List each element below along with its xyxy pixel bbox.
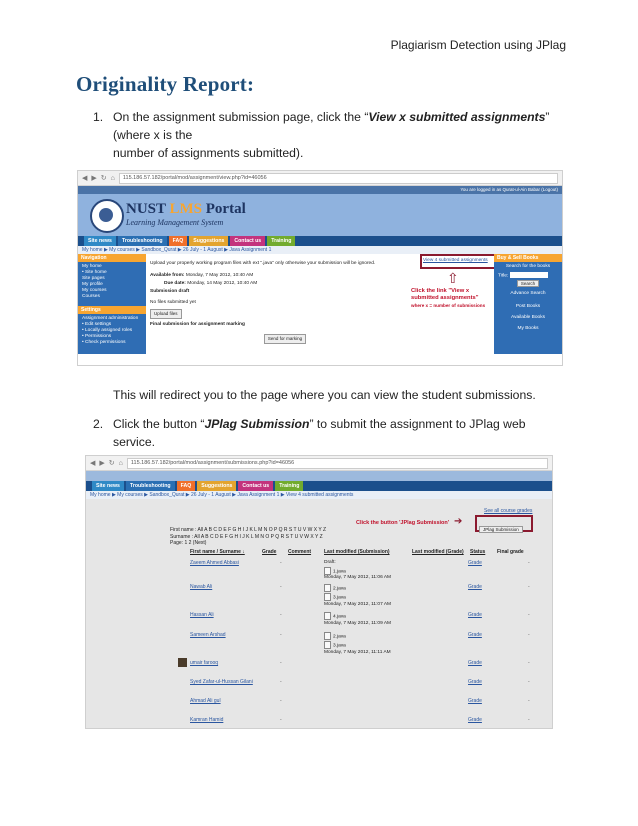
menu-suggestions[interactable]: Suggestions [197, 481, 236, 491]
submission-info: 2.java 3.java Monday, 7 May 2012, 11:11 AM [324, 632, 391, 656]
file-icon [324, 567, 331, 575]
right-sidebar [494, 254, 562, 354]
surname-filter[interactable]: Surname : All A B C D E F G H I J K L M N O P Q R S T U V W X Y Z [170, 533, 323, 540]
step-2 [93, 415, 563, 451]
student-name[interactable]: umair farooq [190, 660, 219, 666]
settings-item[interactable]: • Permissions [82, 334, 112, 339]
settings-item[interactable]: • Edit settings [82, 322, 112, 327]
menu-site-news[interactable]: Site news [92, 481, 124, 491]
grade-link[interactable]: Grade [468, 660, 482, 666]
portal-subtitle: Learning Management System [126, 218, 224, 227]
screenshot-submissions-page: ◀ ▶ ↻ ⌂ 115.186.57.182/portal/mod/assignment/submissions.php?id=46056 Site news Troubleshooting FAQ Suggestions Contact us Training My home ▶ My courses ▶ Sandbox_Qurat ▶ 26 July - 1 August ▶ Java Assignment 1 ▶ View 4 submitted assignments See all course grades Click the button 'JPlag Submission' ➔ JPlag Submission First name : All A B C D E F G H I J K L M N O P Q R S T U V W X Y Z Surname : All A B C D E F G H I J K L M N O P Q R S T U V W X Y Z Page: 1 2 (Next) First name / Surname ↓ Grade Comment Last modified (Submission) Last modified (Grade) Status Final grade Zaeem Ahmed Abbasi - Draft: 1.java Monday, 7 May 2012, 11:06 AM Grade - Nawab Ali - 2.java 3.java Monday, 7 May 2012, 11:07 AM Grade - Hassan Ali - 4.java Monday, 7 May 2012, 11:09 AM Grade - Sameen Arshad - 2.java 3.java Monday, 7 May 2012, 11:11 AM Grade - umair farooq - Grade - Syed Zafar-ul-Hussan Gilani - Grade - Ahmad Ali gul - Grade - Kamran Hamid - Grade - [85, 455, 553, 729]
file-link[interactable]: 1.java [333, 568, 346, 574]
title-label: Title: [498, 273, 509, 279]
upload-files-button[interactable]: Upload files [150, 309, 182, 319]
settings-item[interactable]: • Locally assigned roles [82, 328, 133, 333]
menu-contact-us[interactable]: Contact us [230, 236, 265, 246]
login-info: You are logged in as Qurat-ul-Ain Babar (Logout) [78, 186, 562, 194]
up-arrow-icon: ⇧ [447, 270, 459, 286]
back-icon[interactable]: ◀ [90, 460, 96, 467]
menu-faq[interactable]: FAQ [169, 236, 188, 246]
file-icon [324, 584, 331, 592]
lms-banner [78, 194, 562, 236]
filters [170, 527, 326, 547]
menu-site-news[interactable]: Site news [84, 236, 116, 246]
my-books-link[interactable]: My Books [517, 326, 539, 332]
settings-block-title: Settings [78, 306, 146, 314]
grade-link[interactable]: Grade [468, 698, 482, 704]
advance-search-link[interactable]: Advance Search [510, 291, 546, 297]
file-link[interactable]: 3.java [333, 643, 346, 649]
nav-item[interactable]: • Site home [82, 270, 107, 275]
settings-item[interactable]: • Check permissions [82, 340, 126, 345]
submission-info: Draft: 1.java Monday, 7 May 2012, 11:06 AM [324, 560, 392, 581]
available-from-label: Available from: [150, 273, 185, 278]
buy-sell-title: Buy & Sell Books [494, 254, 562, 262]
assignment-content [150, 260, 420, 346]
grade-link[interactable]: Grade [468, 584, 482, 590]
first-name-filter[interactable]: First name : All A B C D E F G H I J K L M N O P Q R S T U V W X Y Z [170, 527, 327, 533]
avatar[interactable] [178, 658, 187, 667]
main-menu [86, 481, 552, 491]
step-number: 2. [93, 417, 104, 431]
grade-link[interactable]: Grade [468, 717, 482, 723]
nav-item[interactable]: Site pages [82, 276, 105, 281]
view-submitted-assignments-link[interactable]: View 4 submitted assignments [423, 258, 488, 263]
student-name[interactable]: Kamran Hamid [190, 717, 224, 723]
col-comment[interactable]: Comment [288, 549, 312, 555]
portal-brand: NUST LMS Portal [126, 201, 246, 217]
forward-icon[interactable]: ▶ [99, 460, 105, 467]
redirect-note: This will redirect you to the page where you can view the student submissions. [113, 388, 536, 402]
search-button[interactable]: Search [517, 280, 539, 287]
grade-link[interactable]: Grade [468, 679, 482, 685]
reload-icon[interactable]: ↻ [108, 460, 115, 467]
see-all-course-grades-link[interactable]: See all course grades [484, 508, 533, 514]
file-icon [324, 641, 331, 649]
section-title: Originality Report: [76, 72, 255, 96]
file-icon [324, 612, 331, 620]
submission-info: 4.java Monday, 7 May 2012, 11:09 AM [324, 612, 391, 627]
step-text: number of assignments submitted). [113, 146, 304, 160]
left-sidebar [78, 254, 146, 354]
send-for-marking-button[interactable]: Send for marking [264, 334, 306, 344]
col-name[interactable]: First name / Surname ↓ [190, 549, 245, 555]
back-icon[interactable]: ◀ [82, 175, 88, 182]
navigation-list [78, 262, 146, 302]
home-icon[interactable]: ⌂ [110, 174, 115, 182]
grade-link[interactable]: Grade [468, 632, 482, 638]
step-text: ” (where x is the [113, 110, 550, 142]
grade-link[interactable]: Grade [468, 612, 482, 618]
file-link[interactable]: 3.java [333, 595, 346, 601]
available-books-link[interactable]: Available Books [510, 315, 546, 321]
col-status[interactable]: Status [470, 549, 486, 555]
forward-icon[interactable]: ▶ [91, 175, 97, 182]
nust-logo-icon [90, 199, 124, 233]
col-final-grade: Final grade [497, 549, 524, 555]
submission-draft-heading: Submission draft [150, 289, 190, 294]
view-link-reference: View x submitted assignments [368, 110, 546, 124]
student-name[interactable]: Sameen Arshad [190, 632, 226, 638]
home-icon[interactable]: ⌂ [118, 459, 123, 467]
breadcrumb[interactable]: My home ▶ My courses ▶ Sandbox_Qurat ▶ 26 July - 1 August ▶ Java Assignment 1 [78, 246, 562, 254]
menu-troubleshooting[interactable]: Troubleshooting [126, 481, 175, 491]
file-link[interactable]: 2.java [333, 634, 346, 640]
annotation-text: Click the link "View x submitted assignments" where x = number of submissions [411, 288, 486, 308]
menu-suggestions[interactable]: Suggestions [189, 236, 228, 246]
file-icon [324, 593, 331, 601]
file-link[interactable]: 2.java [333, 586, 346, 592]
right-arrow-icon: ➔ [454, 516, 463, 527]
browser-toolbar [86, 456, 552, 471]
post-books-link[interactable]: Post Books [515, 304, 541, 310]
address-bar[interactable]: 115.186.57.182/portal/mod/assignment/submissions.php?id=46056 [127, 458, 548, 469]
menu-training[interactable]: Training [267, 236, 295, 246]
settings-item[interactable]: Assignment administration [82, 316, 139, 321]
student-name[interactable]: Hassan Ali [190, 612, 214, 618]
col-last-modified-submission[interactable]: Last modified (Submission) [324, 549, 390, 555]
browser-toolbar [78, 171, 562, 186]
file-link[interactable]: 4.java [333, 614, 346, 620]
available-from-value: Monday, 7 May 2012, 10:40 AM [185, 273, 254, 278]
step-1 [93, 108, 563, 162]
jplag-button-reference: JPlag Submission [204, 417, 310, 431]
student-name[interactable]: Ahmad Ali gul [190, 698, 221, 704]
due-date-value: Monday, 14 May 2012, 10:40 AM [187, 281, 258, 286]
annotation-text: Click the button 'JPlag Submission' [356, 520, 450, 526]
final-submission-heading: Final submission for assignment marking [150, 322, 245, 327]
student-name[interactable]: Nawab Ali [190, 584, 213, 590]
no-files-text: No files submitted yet [150, 300, 196, 305]
menu-troubleshooting[interactable]: Troubleshooting [118, 236, 167, 246]
file-icon [324, 632, 331, 640]
submission-info: 2.java 3.java Monday, 7 May 2012, 11:07 AM [324, 584, 391, 608]
highlight-box [420, 254, 496, 269]
breadcrumb[interactable]: My home ▶ My courses ▶ Sandbox_Qurat ▶ 26 July - 1 August ▶ Java Assignment 1 ▶ View 4 submitted assignments [86, 491, 552, 499]
running-header: Plagiarism Detection using JPlag [390, 38, 566, 52]
nav-item[interactable]: My home [82, 264, 102, 269]
step-text: Click the button “ [113, 417, 205, 431]
settings-list [78, 314, 146, 348]
col-last-modified-grade[interactable]: Last modified (Grade) [412, 549, 464, 555]
nav-item[interactable]: My profile [82, 282, 103, 287]
title-input[interactable] [510, 272, 548, 278]
grade-link[interactable]: Grade [468, 560, 482, 566]
main-menu [78, 236, 562, 246]
address-bar[interactable]: 115.186.57.182/portal/mod/assignment/view.php?id=46056 [119, 173, 558, 184]
pagination[interactable]: Page: 1 2 (Next) [170, 540, 207, 546]
student-name[interactable]: Zaeem Ahmed Abbasi [190, 560, 239, 566]
step-text: On the assignment submission page, click the “ [113, 110, 369, 124]
screenshot-assignment-page [77, 170, 563, 366]
due-date-label: Due date: [164, 281, 186, 286]
menu-faq[interactable]: FAQ [177, 481, 196, 491]
step-number: 1. [93, 110, 104, 124]
search-books-text: Search for the books [505, 264, 551, 269]
navigation-block-title: Navigation [78, 254, 146, 262]
assignment-instructions: Upload your properly working program files with ext ".java" only otherwise your submission will be ignored. [150, 261, 376, 266]
reload-icon[interactable]: ↻ [100, 175, 107, 182]
menu-training[interactable]: Training [275, 481, 303, 491]
col-grade[interactable]: Grade [262, 549, 277, 555]
jplag-submission-button[interactable]: JPlag Submission [479, 526, 523, 533]
nav-item[interactable]: My courses [82, 288, 107, 293]
menu-contact-us[interactable]: Contact us [238, 481, 273, 491]
step-text: ” to submit the assignment to JPlag web service. [113, 417, 526, 449]
student-name[interactable]: Syed Zafar-ul-Hussan Gilani [190, 679, 253, 685]
nav-item[interactable]: Courses [82, 294, 100, 299]
